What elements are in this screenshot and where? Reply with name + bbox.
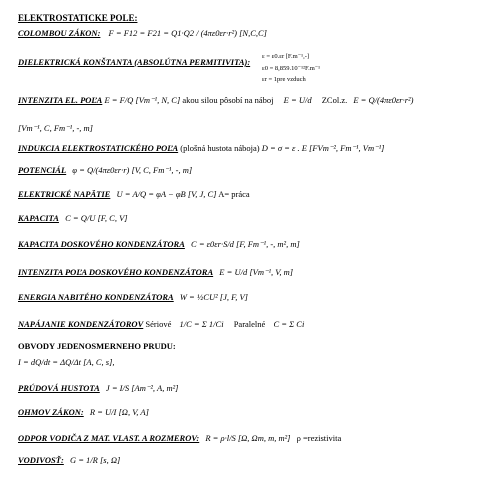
row-label: KAPACITA <box>18 213 59 223</box>
formula: φ = Q/(4πε0εr·r) [V, C, Fm⁻¹, -, m] <box>72 165 193 175</box>
row-label: ELEKTRICKÉ NAPÄTIE <box>18 189 111 199</box>
formula: E = U/d <box>283 95 312 105</box>
formula: F = F12 = F21 = Q1·Q2 / (4πε0εr·r²) [N,C,C] <box>108 28 267 38</box>
formula: D = σ = ε . E [FVm⁻², Fm⁻¹, Vm⁻¹] <box>261 143 385 153</box>
row-resistance <box>18 434 341 443</box>
row-label: KAPACITA DOSKOVÉHO KONDENZÁTORA <box>18 239 185 249</box>
row-label: DIELEKTRICKÁ KONŠTANTA (ABSOLÚTNA PERMITIVITA): <box>18 57 251 67</box>
note: akou silou pôsobí na náboj <box>182 95 274 105</box>
formula: 1/C = Σ 1/Ci <box>179 319 224 329</box>
formula: J = I/S [Am⁻², A, m²] <box>105 383 179 393</box>
note: ρ =rezistivita <box>296 433 342 443</box>
note: (plošná hustota náboja) <box>180 143 260 153</box>
row-label: INTENZITA EL. POĽA <box>18 95 103 105</box>
row-voltage <box>18 190 250 199</box>
formula: G = 1/R [s, Ω] <box>69 455 121 465</box>
note: A= práca <box>218 189 250 199</box>
formula: C = ε0εr·S/d [F, Fm⁻¹, -, m², m] <box>191 239 300 249</box>
formula-line: ε0 = 8,859.10⁻¹²F.m⁻¹ <box>262 65 321 72</box>
row-label: NAPÁJANIE KONDENZÁTOROV <box>18 319 144 329</box>
formula: I = dQ/dt = ΔQ/Δt [A, C, s], <box>18 357 115 367</box>
formula: E = U/d [Vm⁻¹, V, m] <box>219 267 294 277</box>
row-capacity <box>18 214 128 223</box>
formula: E = F/Q [Vm⁻¹, N, C] <box>104 95 181 105</box>
row-induction <box>18 144 384 153</box>
note: ZCol.z. <box>321 95 348 105</box>
formula: C = Σ Ci <box>273 319 305 329</box>
row-label: ENERGIA NABITÉHO KONDENZÁTORA <box>18 292 174 302</box>
formula: U = A/Q = φA − φB [V, J, C] <box>116 189 217 199</box>
row-capacitor-connection <box>18 320 304 329</box>
formula: W = ½CU² [J, F, V] <box>179 292 248 302</box>
row-label: OHMOV ZÁKON: <box>18 407 84 417</box>
note: Paralelné <box>233 319 266 329</box>
row-label: PRÚDOVÁ HUSTOTA <box>18 383 100 393</box>
page-title: ELEKTROSTATICKE POLE: <box>18 13 138 23</box>
formula: E = Q/(4πε0εr·r²) <box>353 95 414 105</box>
row-label: POTENCIÁL <box>18 165 67 175</box>
section-heading: OBVODY JEDENOSMERNEHO PRUDU: <box>18 341 176 351</box>
formula-line: εr = 1pre vzduch <box>262 76 306 83</box>
row-label: INTENZITA POĽA DOSKOVÉHO KONDENZÁTORA <box>18 267 214 277</box>
row-intensity <box>18 96 413 105</box>
row-potential <box>18 166 192 175</box>
note: Sériové <box>145 319 172 329</box>
formula: C = Q/U [F, C, V] <box>65 213 128 223</box>
row-label: ODPOR VODIČA Z MAT. VLAST. A ROZMEROV: <box>18 433 200 443</box>
row-label: VODIVOSŤ: <box>18 455 64 465</box>
formula-line: ε = ε0.εr [F.m⁻¹,-] <box>262 53 310 60</box>
formula: R = U/I [Ω, V, A] <box>89 407 149 417</box>
row-intensity-units <box>18 124 93 133</box>
row-coulomb <box>18 29 267 38</box>
row-energy <box>18 293 248 302</box>
row-current-density <box>18 384 178 393</box>
row-ohm <box>18 408 149 417</box>
row-label: COLOMBOU ZÁKON: <box>18 28 101 38</box>
formula: [Vm⁻¹, C, Fm⁻¹, -, m] <box>18 123 93 133</box>
row-plate-intensity <box>18 268 293 277</box>
row-current <box>18 358 115 367</box>
row-label: INDUKCIA ELEKTROSTATICKÉHO POĽA <box>18 143 179 153</box>
row-permitivity <box>18 58 250 67</box>
formula: R = ρ·l/S [Ω, Ωm, m, m²] <box>205 433 291 443</box>
row-plate-capacity <box>18 240 300 249</box>
row-conductance <box>18 456 120 465</box>
